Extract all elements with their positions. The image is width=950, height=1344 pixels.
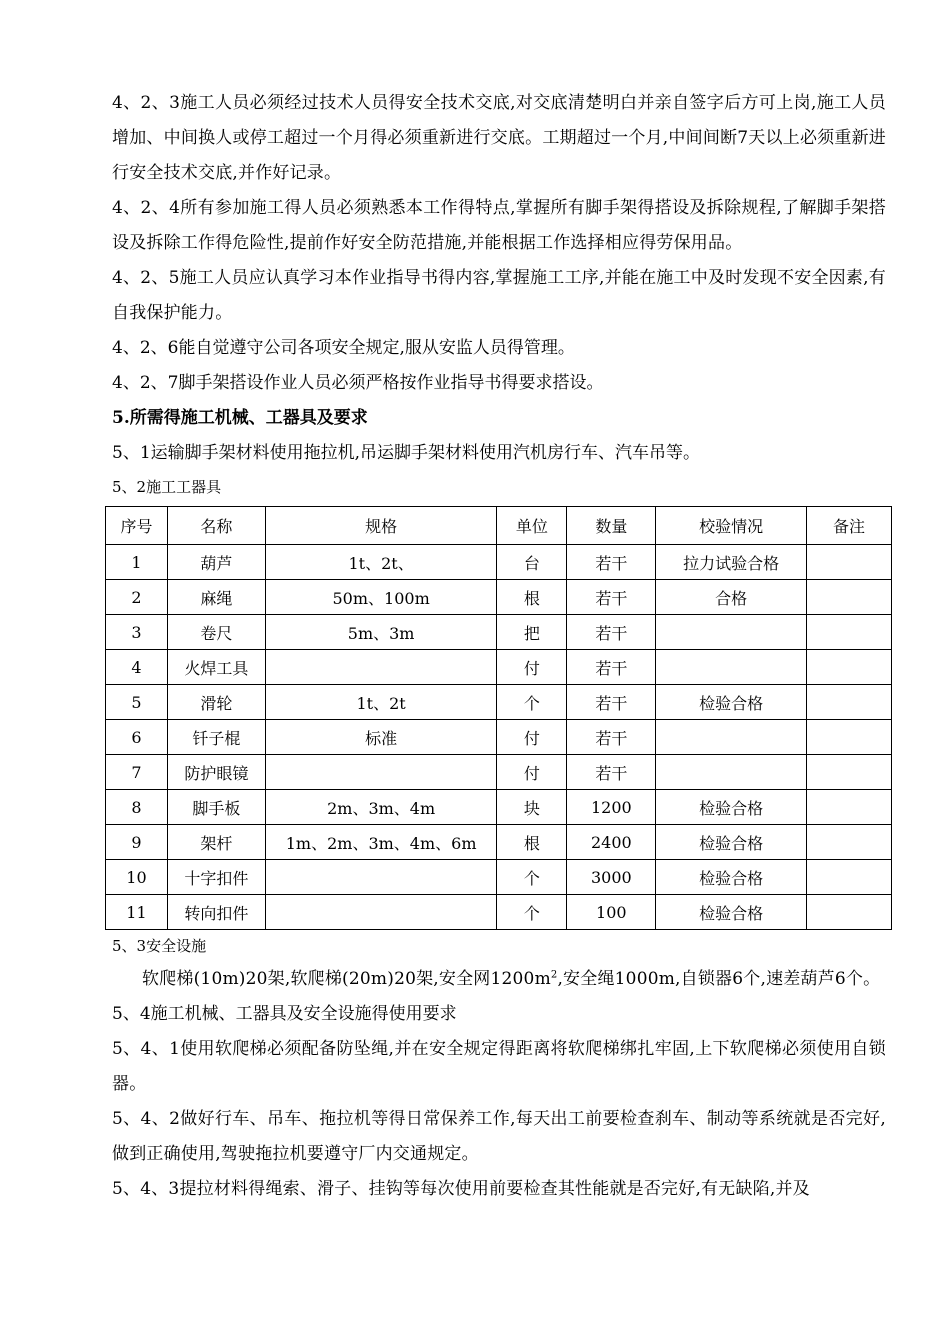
- table-cell: [656, 720, 807, 755]
- table-cell: 11: [106, 895, 168, 930]
- paragraph-4-2-3: 4、2、3施工人员必须经过技术人员得安全技术交底,对交底清楚明白并亲自签字后方可上岗,施工人员增加、中间换人或停工超过一个月得必须重新进行交底。工期超过一个月,中间间断7天以上必须重新进行安全技术交底,并作好记录。: [112, 93, 886, 183]
- table-cell: 检验合格: [656, 685, 807, 720]
- table-cell: 7: [106, 755, 168, 790]
- table-cell: 个: [497, 895, 567, 930]
- table-cell: 2: [106, 580, 168, 615]
- table-header-cell: 数量: [567, 507, 656, 545]
- table-cell: [807, 580, 892, 615]
- table-row: [106, 860, 892, 895]
- table-cell: 9: [106, 825, 168, 860]
- table-cell: 若干: [567, 580, 656, 615]
- table-row: [106, 825, 892, 860]
- table-cell: [656, 650, 807, 685]
- table-cell: 检验合格: [656, 825, 807, 860]
- table-cell: 若干: [567, 720, 656, 755]
- table-cell: [265, 860, 497, 895]
- table-cell: [807, 755, 892, 790]
- section-5-heading: 5.所需得施工机械、工器具及要求: [112, 408, 368, 428]
- table-cell: 块: [497, 790, 567, 825]
- paragraph-5-1: 5、1运输脚手架材料使用拖拉机,吊运脚手架材料使用汽机房行车、汽车吊等。: [112, 443, 701, 463]
- table-cell: 若干: [567, 615, 656, 650]
- paragraph-5-3-body: [112, 962, 886, 997]
- table-cell: [807, 860, 892, 895]
- table-row: [106, 895, 892, 930]
- table-cell: 个: [497, 685, 567, 720]
- table-cell: [807, 685, 892, 720]
- table-cell: 火焊工具: [167, 650, 265, 685]
- safety-text-part1: 软爬梯(10m)20架,软爬梯(20m)20架,安全网1200m: [142, 969, 551, 989]
- table-cell: 个: [497, 860, 567, 895]
- tools-table: [105, 506, 892, 930]
- table-cell: 1m、2m、3m、4m、6m: [265, 825, 497, 860]
- table-cell: [265, 755, 497, 790]
- table-cell: 架杆: [167, 825, 265, 860]
- table-row: [106, 650, 892, 685]
- table-cell: 4: [106, 650, 168, 685]
- table-cell: 1200: [567, 790, 656, 825]
- table-cell: 若干: [567, 545, 656, 580]
- table-cell: 1t、2t: [265, 685, 497, 720]
- table-header-row: [106, 507, 892, 545]
- table-cell: 10: [106, 860, 168, 895]
- table-row: [106, 580, 892, 615]
- table-cell: 1t、2t、: [265, 545, 497, 580]
- table-cell: [807, 650, 892, 685]
- table-cell: [265, 895, 497, 930]
- paragraph-5-2: 5、2施工工器具: [112, 478, 222, 496]
- section-5-3-heading: 5、3安全设施: [112, 937, 207, 955]
- table-cell: [807, 825, 892, 860]
- table-row: [106, 685, 892, 720]
- table-row: [106, 720, 892, 755]
- table-cell: 检验合格: [656, 895, 807, 930]
- table-cell: 3: [106, 615, 168, 650]
- table-cell: 检验合格: [656, 790, 807, 825]
- table-cell: [807, 615, 892, 650]
- table-cell: 1: [106, 545, 168, 580]
- table-cell: 麻绳: [167, 580, 265, 615]
- table-header-cell: 名称: [167, 507, 265, 545]
- table-cell: 若干: [567, 755, 656, 790]
- paragraph-4-2-4: 4、2、4所有参加施工得人员必须熟悉本工作得特点,掌握所有脚手架得搭设及拆除规程,了解脚手架搭设及拆除工作得危险性,提前作好安全防范措施,并能根据工作选择相应得劳保用品。: [112, 198, 886, 253]
- table-cell: 若干: [567, 650, 656, 685]
- table-cell: 3000: [567, 860, 656, 895]
- table-cell: [656, 615, 807, 650]
- table-cell: [265, 650, 497, 685]
- table-cell: 付: [497, 650, 567, 685]
- paragraph-5-4-1: 5、4、1使用软爬梯必须配备防坠绳,并在安全规定得距离将软爬梯绑扎牢固,上下软爬梯必须使用自锁器。: [112, 1039, 886, 1094]
- table-header-cell: 备注: [807, 507, 892, 545]
- table-header-cell: 校验情况: [656, 507, 807, 545]
- table-cell: 钎子棍: [167, 720, 265, 755]
- table-cell: 6: [106, 720, 168, 755]
- table-row: [106, 545, 892, 580]
- table-cell: 若干: [567, 685, 656, 720]
- table-cell: [656, 755, 807, 790]
- table-cell: 5: [106, 685, 168, 720]
- table-cell: 拉力试验合格: [656, 545, 807, 580]
- table-cell: 转向扣件: [167, 895, 265, 930]
- table-cell: 合格: [656, 580, 807, 615]
- table-cell: 5m、3m: [265, 615, 497, 650]
- table-cell: 把: [497, 615, 567, 650]
- paragraph-4-2-7: 4、2、7脚手架搭设作业人员必须严格按作业指导书得要求搭设。: [112, 373, 604, 393]
- paragraph-5-4-3: 5、4、3提拉材料得绳索、滑子、挂钩等每次使用前要检查其性能就是否完好,有无缺陷,并及: [112, 1179, 810, 1199]
- table-cell: 卷尺: [167, 615, 265, 650]
- table-cell: 2400: [567, 825, 656, 860]
- table-cell: [807, 895, 892, 930]
- table-row: [106, 615, 892, 650]
- document-page: [112, 86, 886, 1207]
- table-cell: 标准: [265, 720, 497, 755]
- table-cell: 葫芦: [167, 545, 265, 580]
- table-row: [106, 755, 892, 790]
- table-cell: [807, 545, 892, 580]
- table-cell: 2m、3m、4m: [265, 790, 497, 825]
- table-cell: 付: [497, 720, 567, 755]
- table-cell: 8: [106, 790, 168, 825]
- table-cell: 十字扣件: [167, 860, 265, 895]
- table-cell: 付: [497, 755, 567, 790]
- table-cell: 根: [497, 825, 567, 860]
- table-cell: 50m、100m: [265, 580, 497, 615]
- safety-text-part2: ,安全绳1000m,自锁器6个,速差葫芦6个。: [557, 969, 881, 989]
- table-cell: 100: [567, 895, 656, 930]
- table-cell: [807, 720, 892, 755]
- paragraph-5-4-2: 5、4、2做好行车、吊车、拖拉机等得日常保养工作,每天出工前要检查刹车、制动等系统就是否完好,做到正确使用,驾驶拖拉机要遵守厂内交通规定。: [112, 1109, 886, 1164]
- table-cell: [807, 790, 892, 825]
- table-header-cell: 规格: [265, 507, 497, 545]
- paragraph-4-2-5: 4、2、5施工人员应认真学习本作业指导书得内容,掌握施工工序,并能在施工中及时发现不安全因素,有自我保护能力。: [112, 268, 886, 323]
- table-row: [106, 790, 892, 825]
- table-cell: 检验合格: [656, 860, 807, 895]
- table-cell: 防护眼镜: [167, 755, 265, 790]
- table-header-cell: 序号: [106, 507, 168, 545]
- table-cell: 台: [497, 545, 567, 580]
- table-cell: 根: [497, 580, 567, 615]
- table-cell: 脚手板: [167, 790, 265, 825]
- table-header-cell: 单位: [497, 507, 567, 545]
- superscript-2: 2: [550, 969, 558, 981]
- table-cell: 滑轮: [167, 685, 265, 720]
- paragraph-4-2-6: 4、2、6能自觉遵守公司各项安全规定,服从安监人员得管理。: [112, 338, 575, 358]
- section-5-4-heading: 5、4施工机械、工器具及安全设施得使用要求: [112, 1004, 457, 1024]
